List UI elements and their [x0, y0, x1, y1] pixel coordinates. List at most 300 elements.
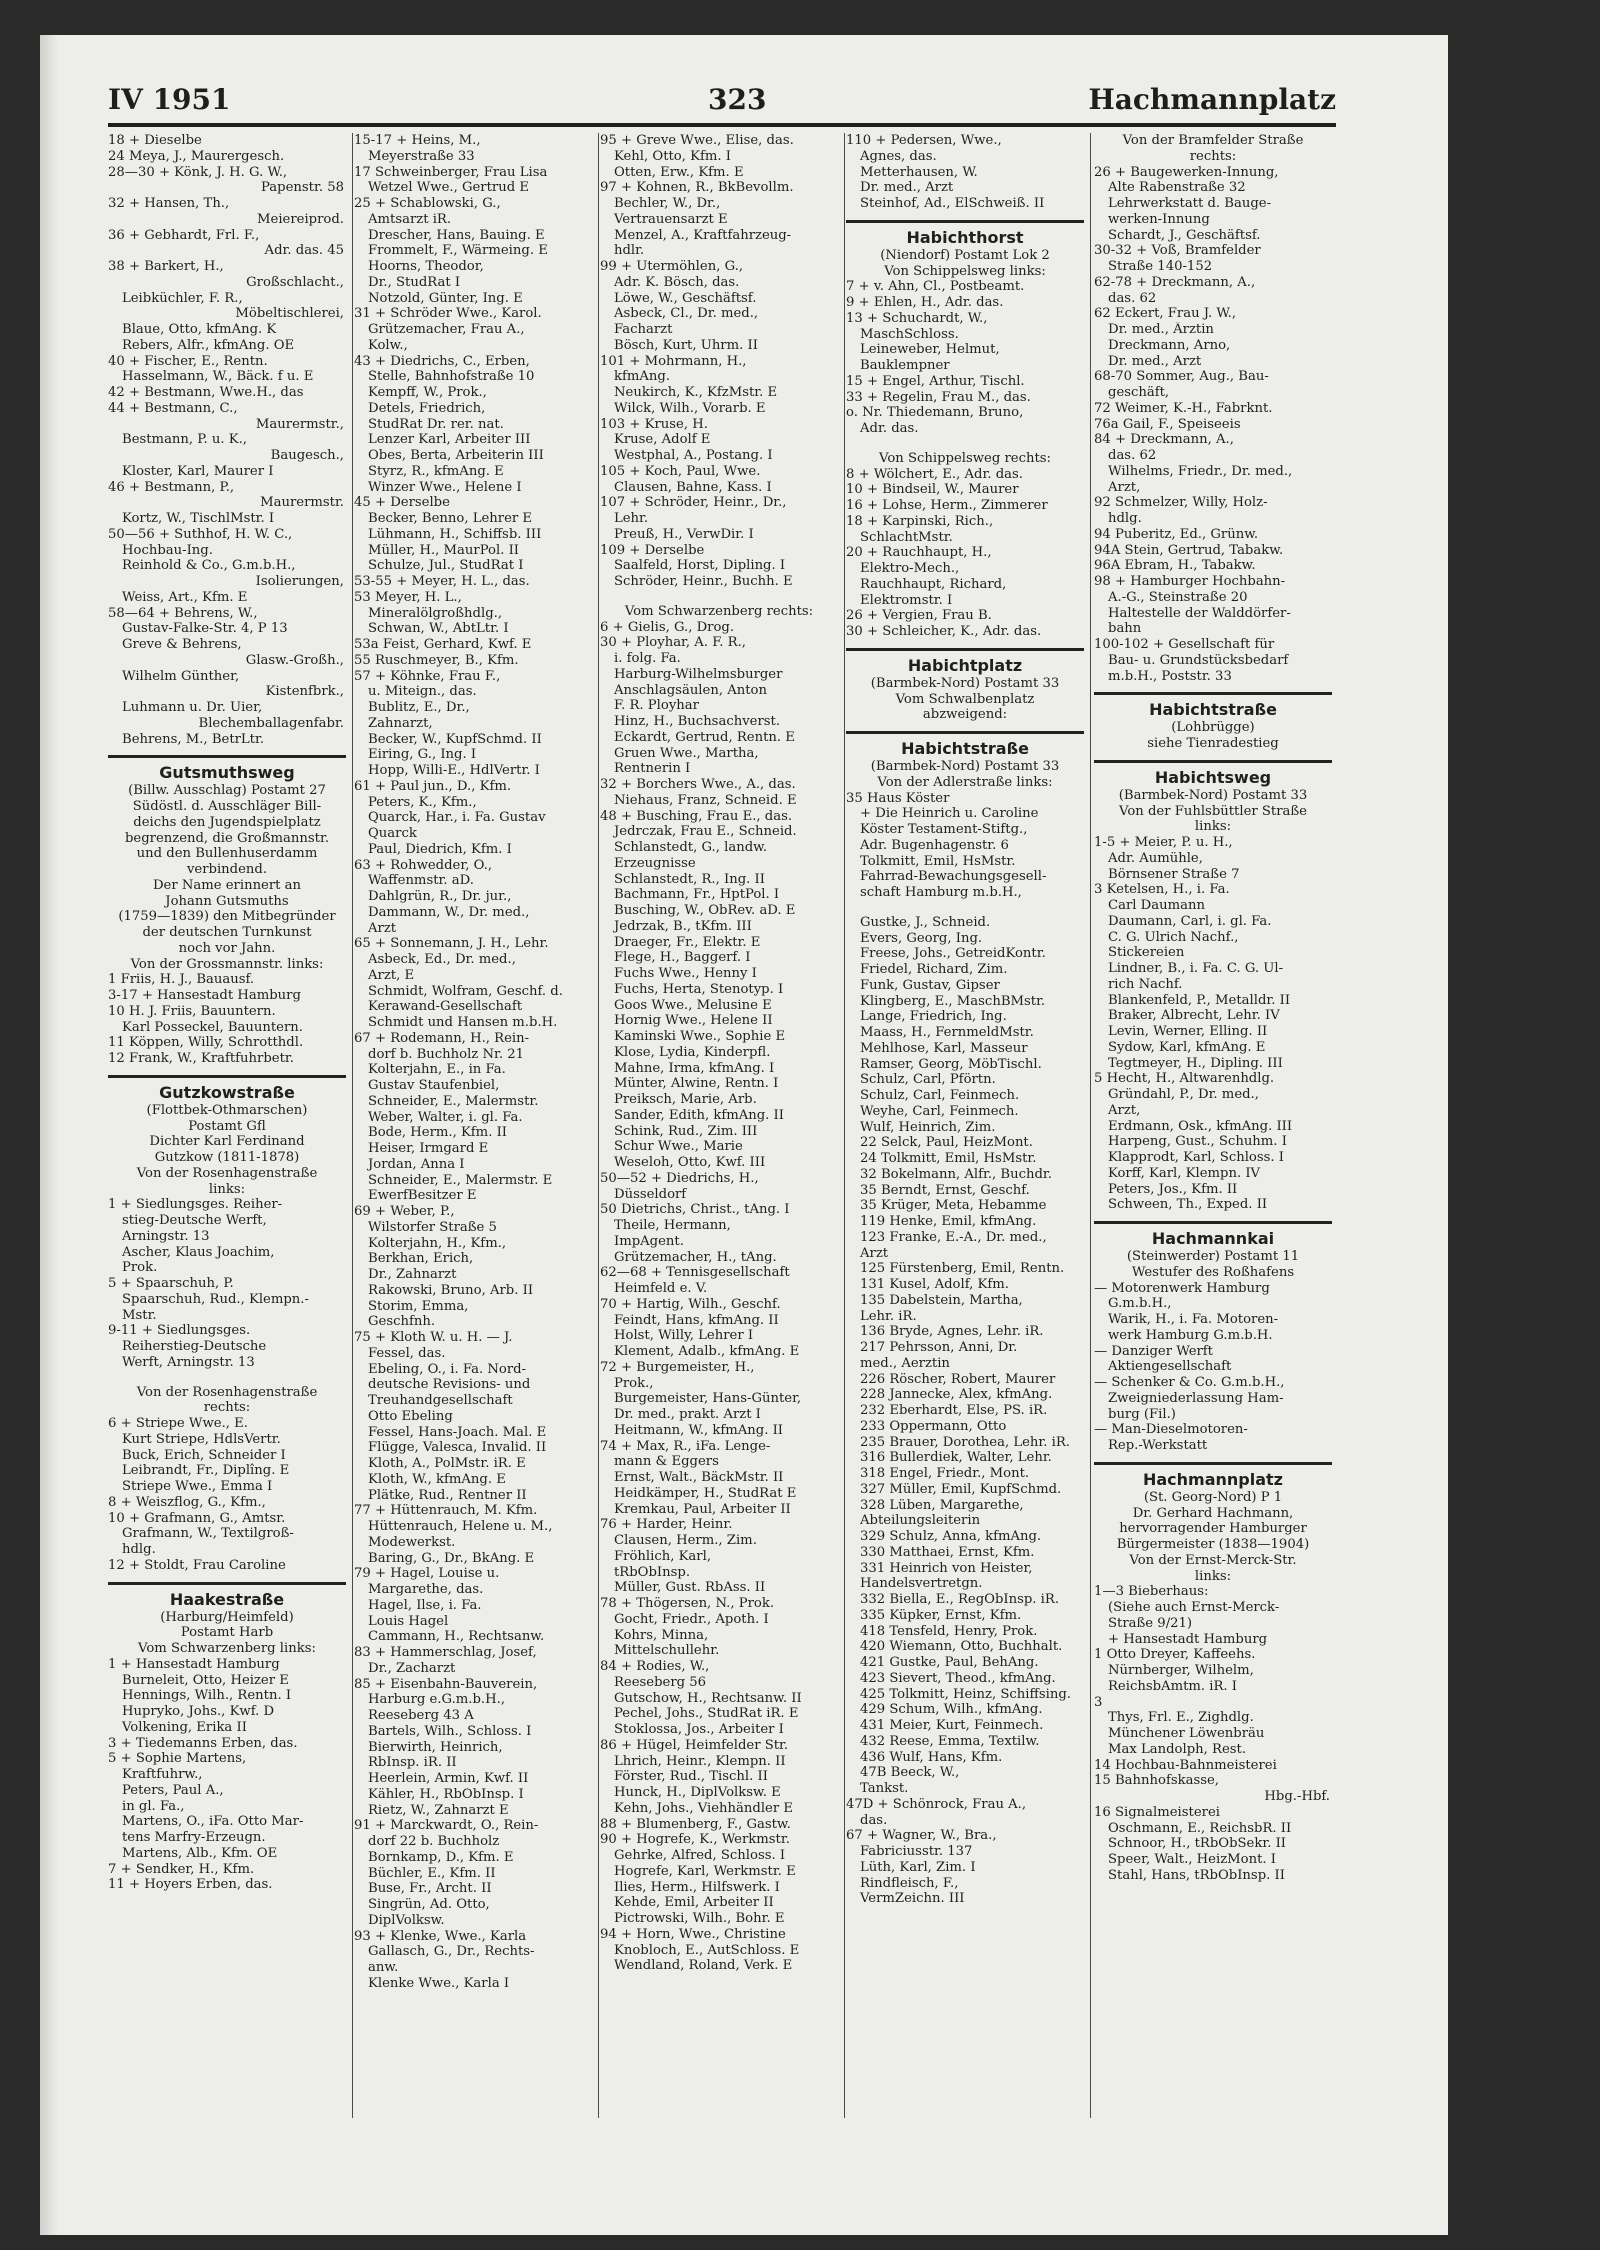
directory-entry: Klingberg, E., MaschBMstr.	[860, 993, 1046, 1009]
directory-entry: Dahlgrün, R., Dr. jur.,	[368, 889, 512, 904]
directory-entry: Stelle, Bahnhofstraße 10	[368, 369, 535, 385]
column-divider	[1090, 133, 1091, 2118]
directory-entry: 16 + Lohse, Herm., Zimmerer	[846, 498, 1048, 513]
column-divider	[352, 133, 353, 2118]
directory-entry: 107 + Schröder, Heinr., Dr.,	[600, 495, 787, 511]
directory-entry: Funk, Gustav, Gipser	[860, 977, 1000, 993]
column-divider	[844, 133, 845, 2118]
directory-entry: 136 Bryde, Agnes, Lehr. iR.	[860, 1324, 1044, 1340]
directory-entry: 7 + Sendker, H., Kfm.	[108, 1861, 255, 1877]
directory-entry: 43 + Diedrichs, C., Erben,	[354, 353, 530, 369]
directory-entry: 68-70 Sommer, Aug., Bau-	[1094, 369, 1269, 385]
directory-entry: in gl. Fa.,	[122, 1798, 185, 1814]
directory-entry: Kraftfuhrw.,	[122, 1767, 203, 1782]
directory-entry: 57 + Köhnke, Frau F.,	[354, 668, 501, 684]
directory-entry: Prok.,	[614, 1375, 654, 1391]
directory-entry: tRbObInsp.	[614, 1564, 691, 1580]
directory-entry: 6 + Gielis, G., Drog.	[600, 619, 735, 635]
directory-entry: Gründahl, P., Dr. med.,	[1108, 1087, 1259, 1102]
directory-entry: Arzt,	[1108, 479, 1141, 495]
section-note: Postamt Harb	[180, 1625, 274, 1641]
directory-entry: Gehrke, Alfred, Schloss. I	[614, 1848, 786, 1863]
section-note: (Niendorf) Postamt Lok 2	[880, 247, 1050, 263]
directory-entry: i. folg. Fa.	[614, 651, 681, 666]
directory-entry: Hinz, H., Buchsachverst.	[614, 714, 781, 729]
directory-entry: 1 + Siedlungsges. Reiher-	[108, 1197, 283, 1213]
directory-entry: Lehr.	[614, 511, 649, 526]
directory-entry: 423 Sievert, Theod., kfmAng.	[860, 1670, 1056, 1686]
directory-entry: Adr. K. Bösch, das.	[614, 274, 740, 290]
directory-entry: 3	[1094, 1694, 1103, 1710]
directory-entry: 18 + Dieselbe	[108, 133, 202, 148]
directory-entry: Holst, Willy, Lehrer I	[614, 1328, 754, 1344]
directory-entry: 30-32 + Voß, Bramfelder	[1094, 243, 1261, 259]
directory-entry: Anschlagsäulen, Anton	[614, 682, 767, 698]
directory-entry: 53a Feist, Gerhard, Kwf. E	[354, 637, 532, 652]
directory-entry: Berkhan, Erich,	[368, 1251, 474, 1267]
directory-entry: Sydow, Karl, kfmAng. E	[1108, 1039, 1266, 1055]
section-note: siehe Tienradestieg	[1147, 736, 1279, 751]
directory-entry: Drescher, Hans, Bauing. E	[368, 227, 545, 243]
directory-entry: Reeseberg 43 A	[368, 1708, 474, 1723]
directory-entry: 20 + Rauchhaupt, H.,	[846, 545, 992, 561]
directory-entry: Bode, Herm., Kfm. II	[368, 1125, 507, 1141]
directory-entry: Styrz, R., kfmAng. E	[368, 463, 504, 479]
directory-entry: Schlanstedt, G., landw.	[614, 840, 768, 855]
directory-entry: Dr., Zahnarzt	[368, 1267, 457, 1282]
directory-entry: 88 + Blumenberg, F., Gastw.	[600, 1816, 791, 1832]
directory-entry: Martens, O., iFa. Otto Mar-	[122, 1814, 304, 1830]
directory-entry: Vertrauensarzt E	[614, 211, 728, 227]
directory-entry: dorf b. Buchholz Nr. 21	[368, 1046, 524, 1062]
directory-entry: 35 Berndt, Ernst, Geschf.	[860, 1182, 1030, 1198]
directory-entry: Peters, Paul A.,	[122, 1782, 224, 1798]
directory-entry: 135 Dabelstein, Martha,	[860, 1292, 1023, 1308]
directory-entry: Bestmann, P. u. K.,	[122, 432, 247, 448]
directory-entry: Ilies, Herm., Hilfswerk. I	[614, 1879, 780, 1895]
directory-entry: deutsche Revisions- und	[368, 1377, 531, 1393]
directory-entry: 318 Engel, Friedr., Mont.	[860, 1466, 1030, 1481]
directory-entry: Lindner, B., i. Fa. C. G. Ul-	[1108, 961, 1284, 976]
directory-entry: Straße 9/21)	[1108, 1615, 1193, 1631]
directory-entry: mann & Eggers	[614, 1454, 719, 1470]
directory-entry: Gustke, J., Schneid.	[860, 914, 991, 930]
directory-entry: Luhmann u. Dr. Uier,	[122, 700, 263, 715]
directory-entry: Freese, Johs., GetreidKontr.	[860, 946, 1046, 962]
directory-entry: Zweigniederlassung Ham-	[1108, 1390, 1284, 1406]
directory-entry: Waffenmstr. aD.	[368, 873, 474, 889]
directory-entry: Baring, G., Dr., BkAng. E	[368, 1550, 535, 1566]
directory-entry: 45 + Derselbe	[354, 495, 450, 511]
directory-entry: 42 + Bestmann, Wwe.H., das	[108, 385, 304, 400]
directory-entry: 425 Tolkmitt, Heinz, Schiffsing.	[860, 1686, 1071, 1702]
section-note: Von Schippelsweg rechts:	[879, 450, 1051, 466]
directory-entry: Treuhandgesellschaft	[368, 1393, 513, 1408]
directory-entry: Bornkamp, D., Kfm. E	[368, 1849, 514, 1865]
directory-entry: 232 Eberhardt, Else, PS. iR.	[860, 1403, 1048, 1418]
directory-entry: Burgemeister, Hans-Günter,	[614, 1391, 802, 1407]
directory-entry: MaschSchloss.	[860, 326, 959, 342]
directory-entry: 72 + Burgemeister, H.,	[600, 1359, 755, 1375]
directory-entry: Hogrefe, Karl, Werkmstr. E	[614, 1863, 796, 1879]
directory-entry: 32 + Hansen, Th.,	[108, 196, 230, 211]
directory-entry: Rindfleisch, F.,	[860, 1875, 959, 1891]
directory-entry: Kloth, A., PolMstr. iR. E	[368, 1456, 526, 1471]
directory-entry: burg (Fil.)	[1108, 1406, 1176, 1422]
directory-entry: 58—64 + Behrens, W.,	[108, 605, 258, 621]
directory-entry: o. Nr. Thiedemann, Bruno,	[846, 405, 1024, 421]
section-note: Von der Ernst-Merck-Str.	[1129, 1552, 1297, 1568]
directory-entry: 109 + Derselbe	[600, 542, 705, 558]
directory-entry: Fuchs Wwe., Henny I	[614, 966, 757, 981]
directory-entry: Gustav-Falke-Str. 4, P 13	[122, 621, 288, 637]
directory-entry: Glasw.-Großh.,	[245, 652, 344, 668]
directory-entry: Carl Daumann	[1108, 898, 1205, 913]
directory-entry: 15-17 + Heins, M.,	[354, 133, 481, 148]
directory-entry: Gustav Staufenbiel,	[368, 1078, 500, 1093]
directory-entry: Asbeck, Cl., Dr. med.,	[614, 306, 759, 322]
directory-entry: 62-78 + Dreckmann, A.,	[1094, 274, 1256, 290]
directory-entry: + Die Heinrich u. Caroline	[860, 806, 1039, 822]
directory-entry: Lhrich, Heinr., Klempn. II	[614, 1753, 786, 1769]
directory-entry: 3-17 + Hansestadt Hamburg	[108, 988, 301, 1003]
section-note: links:	[1194, 819, 1232, 835]
directory-entry: Kolterjahn, E., in Fa.	[368, 1062, 506, 1078]
directory-entry: Feindt, Hans, kfmAng. II	[614, 1312, 779, 1328]
directory-entry: Dr. med., Arzt	[860, 180, 954, 196]
directory-entry: Metterhausen, W.	[860, 164, 978, 180]
directory-entry: Weyhe, Carl, Feinmech.	[860, 1103, 1019, 1119]
directory-entry: Harburg-Wilhelmsburger	[614, 666, 783, 682]
directory-entry: Hupryko, Johs., Kwf. D	[122, 1704, 275, 1719]
directory-entry: 32 Bokelmann, Alfr., Buchdr.	[860, 1166, 1052, 1182]
directory-entry: 35 Haus Köster	[846, 790, 950, 806]
directory-column-3	[600, 133, 838, 2133]
section-note: Postamt Gfl	[188, 1118, 266, 1134]
directory-entry: Stickereien	[1108, 945, 1185, 961]
directory-entry: Müller, H., MaurPol. II	[368, 542, 520, 558]
directory-entry: Klenke Wwe., Karla I	[368, 1975, 510, 1991]
directory-entry: Plätke, Rud., Rentner II	[368, 1487, 527, 1503]
directory-entry: Nürnberger, Wilhelm,	[1108, 1663, 1254, 1678]
directory-entry: Kehn, Johs., Viehhändler E	[614, 1800, 793, 1816]
directory-entry: Dreckmann, Arno,	[1108, 337, 1231, 353]
section-note: begrenzend, die Großmannstr.	[124, 830, 330, 846]
directory-entry: Detels, Friedrich,	[368, 400, 486, 416]
directory-entry: 14 Hochbau-Bahnmeisterei	[1094, 1757, 1277, 1773]
directory-entry: 94 + Horn, Wwe., Christine	[600, 1926, 786, 1942]
directory-entry: Kaminski Wwe., Sophie E	[614, 1029, 786, 1044]
directory-entry: 12 Frank, W., Kraftfuhrbetr.	[108, 1051, 294, 1066]
directory-entry: Mittelschullehr.	[614, 1643, 720, 1659]
directory-entry: Handelsvertretgn.	[860, 1576, 983, 1592]
directory-entry: hdlr.	[614, 243, 645, 259]
section-note: noch vor Jahn.	[178, 940, 276, 956]
section-note: (Billw. Ausschlag) Postamt 27	[128, 783, 326, 799]
directory-entry: Neukirch, K., KfzMstr. E	[614, 385, 778, 400]
directory-entry: 331 Heinrich von Heister,	[860, 1560, 1033, 1576]
directory-entry: 131 Kusel, Adolf, Kfm.	[860, 1277, 1009, 1292]
directory-entry: 62—68 + Tennisgesellschaft	[600, 1265, 790, 1281]
directory-entry: 233 Oppermann, Otto	[860, 1418, 1007, 1434]
directory-entry: Storim, Emma,	[368, 1298, 469, 1314]
directory-entry: Facharzt	[614, 322, 673, 337]
directory-entry: Max Landolph, Rest.	[1108, 1741, 1247, 1757]
street-heading: Haakestraße	[108, 1582, 346, 1610]
street-heading: Gutzkowstraße	[108, 1075, 346, 1103]
directory-entry: — Man-Dieselmotoren-	[1094, 1422, 1248, 1438]
directory-entry: Gallasch, G., Dr., Rechts-	[368, 1944, 535, 1960]
directory-entry: Oschmann, E., ReichsbR. II	[1108, 1820, 1292, 1836]
directory-entry: Aktiengesellschaft	[1108, 1359, 1232, 1375]
directory-entry: 10 + Bindseil, W., Maurer	[846, 482, 1019, 498]
directory-entry: 26 + Vergien, Frau B.	[846, 608, 992, 624]
directory-entry: Bösch, Kurt, Uhrm. II	[614, 337, 758, 353]
directory-entry: 35 Krüger, Meta, Hebamme	[860, 1198, 1047, 1214]
section-note: Von der Fuhlsbüttler Straße	[1119, 803, 1307, 819]
directory-entry: 40 + Fischer, E., Rentn.	[108, 353, 268, 369]
directory-entry: 25 + Schablowski, G.,	[354, 196, 501, 211]
directory-entry: 1 + Hansestadt Hamburg	[108, 1656, 280, 1672]
directory-entry: — Motorenwerk Hamburg	[1094, 1280, 1270, 1296]
directory-entry: 84 + Dreckmann, A.,	[1094, 432, 1234, 448]
section-note: Südöstl. d. Ausschläger Bill-	[132, 799, 322, 814]
directory-entry: Jedrzak, B., tKfm. III	[614, 918, 752, 934]
directory-entry: Heitmann, W., kfmAng. II	[614, 1422, 784, 1438]
directory-entry: Zahnarzt,	[368, 715, 433, 731]
directory-entry: Arzt, E	[368, 967, 415, 983]
directory-entry: 7 + v. Ahn, Cl., Postbeamt.	[846, 279, 1025, 295]
street-heading: Habichthorst	[846, 220, 1084, 248]
directory-entry: Erdmann, Osk., kfmAng. III	[1108, 1118, 1293, 1134]
directory-entry: Buck, Erich, Schneider I	[122, 1447, 286, 1463]
directory-entry: EwerfBesitzer E	[368, 1188, 477, 1204]
directory-entry: Lüth, Karl, Zim. I	[860, 1859, 976, 1875]
directory-entry: Warik, H., i. Fa. Motoren-	[1108, 1312, 1279, 1327]
directory-entry: Daumann, Carl, i. gl. Fa.	[1108, 913, 1272, 929]
directory-entry: 6 + Striepe Wwe., E.	[108, 1416, 248, 1431]
directory-entry: 33 + Regelin, Frau M., das.	[846, 389, 1031, 405]
directory-entry: Erzeugnisse	[614, 855, 696, 871]
directory-entry: 48 + Busching, Frau E., das.	[600, 808, 793, 824]
spacer	[108, 1371, 346, 1385]
directory-entry: C. G. Ulrich Nachf.,	[1108, 929, 1239, 945]
directory-entry: Wilhelms, Friedr., Dr. med.,	[1108, 463, 1293, 479]
directory-entry: das. 62	[1108, 290, 1157, 306]
directory-entry: 18 + Karpinski, Rich.,	[846, 513, 994, 529]
directory-entry: Hagel, Ilse, i. Fa.	[368, 1597, 482, 1613]
directory-entry: A.-G., Steinstraße 20	[1108, 589, 1248, 605]
directory-entry: Stahl, Hans, tRbObInsp. II	[1108, 1867, 1285, 1883]
directory-entry: 96A Ebram, H., Tabakw.	[1094, 558, 1256, 574]
directory-entry: 22 Selck, Paul, HeizMont.	[860, 1135, 1033, 1151]
directory-entry: Peters, K., Kfm.,	[368, 794, 477, 810]
directory-entry: Kolw.,	[368, 337, 408, 353]
directory-entry: 91 + Marckwardt, O., Rein-	[354, 1818, 539, 1834]
section-note: (Steinwerder) Postamt 11	[1126, 1249, 1300, 1264]
directory-entry: Klement, Adalb., kfmAng. E	[614, 1344, 800, 1359]
directory-entry: Kortz, W., TischlMstr. I	[122, 511, 275, 526]
directory-entry: 335 Küpker, Ernst, Kfm.	[860, 1607, 1022, 1623]
directory-entry: Friedel, Richard, Zim.	[860, 962, 1008, 977]
directory-entry: Margarethe, das.	[368, 1582, 484, 1597]
directory-entry: Stoklossa, Jos., Arbeiter I	[614, 1722, 784, 1737]
directory-entry: Bau- u. Grundstücksbedarf	[1108, 652, 1289, 668]
directory-entry: Maurermstr.,	[255, 416, 344, 432]
street-heading: Hachmannplatz	[1094, 1462, 1332, 1490]
directory-entry: Saalfeld, Horst, Dipling. I	[614, 558, 786, 574]
directory-entry: Förster, Rud., Tischl. II	[614, 1769, 768, 1785]
directory-entry: 9 + Ehlen, H., Adr. das.	[846, 295, 1004, 310]
directory-entry: Menzel, A., Kraftfahrzeug-	[614, 227, 792, 243]
directory-entry: Rietz, W., Zahnarzt E	[368, 1802, 509, 1818]
directory-entry: Adr. das. 45	[264, 243, 344, 259]
directory-entry: 67 + Rodemann, H., Rein-	[354, 1030, 530, 1046]
directory-entry: Gocht, Friedr., Apoth. I	[614, 1611, 769, 1627]
directory-entry: Frommelt, F., Wärmeing. E	[368, 243, 548, 259]
directory-entry: 79 + Hagel, Louise u.	[354, 1566, 500, 1582]
directory-entry: Arzt,	[1108, 1102, 1141, 1118]
directory-entry: 47D + Schönrock, Frau A.,	[846, 1796, 1027, 1812]
directory-entry: StudRat Dr. rer. nat.	[368, 416, 504, 432]
section-note: Der Name erinnert an	[152, 877, 302, 893]
directory-entry: Flege, H., Baggerf. I	[614, 950, 751, 966]
directory-entry: Maass, H., FernmeldMstr.	[860, 1025, 1034, 1040]
section-note: hervorragender Hamburger	[1119, 1521, 1307, 1537]
directory-entry: 10 + Grafmann, G., Amtsr.	[108, 1510, 286, 1526]
directory-entry: anw.	[368, 1960, 399, 1975]
directory-entry: Eiring, G., Ing. I	[368, 747, 477, 763]
section-note: der deutschen Turnkunst	[142, 925, 312, 940]
directory-entry: 125 Fürstenberg, Emil, Rentn.	[860, 1261, 1065, 1277]
spacer	[846, 901, 1084, 915]
directory-entry: Gruen Wwe., Martha,	[614, 745, 759, 761]
directory-entry: Wulf, Heinrich, Zim.	[860, 1119, 996, 1135]
directory-entry: 97 + Kohnen, R., BkBevollm.	[600, 180, 794, 196]
street-heading: Habichtsweg	[1094, 760, 1332, 788]
directory-entry: Elektro-Mech.,	[860, 561, 960, 576]
section-note: abzweigend:	[922, 707, 1008, 723]
directory-entry: 15 Bahnhofskasse,	[1094, 1773, 1219, 1789]
directory-entry: kfmAng.	[614, 369, 671, 385]
directory-entry: bahn	[1108, 621, 1142, 637]
directory-entry: Jordan, Anna I	[368, 1156, 465, 1172]
directory-entry: Karl Posseckel, Bauuntern.	[122, 1019, 303, 1035]
directory-entry: 65 + Sonnemann, J. H., Lehr.	[354, 936, 549, 952]
section-note: Gutzkow (1811-1878)	[154, 1150, 300, 1165]
directory-entry: Dammann, W., Dr. med.,	[368, 904, 530, 920]
directory-entry: Schulze, Jul., StudRat I	[368, 558, 524, 574]
section-note: (Barmbek-Nord) Postamt 33	[870, 759, 1060, 774]
directory-entry: 1 Friis, H. J., Bauausf.	[108, 972, 255, 988]
directory-entry: Obes, Berta, Arbeiterin III	[368, 448, 544, 463]
directory-entry: Heimfeld e. V.	[614, 1281, 708, 1296]
directory-entry: Büchler, E., Kfm. II	[368, 1865, 496, 1881]
directory-entry: Wilck, Wilh., Vorarb. E	[614, 400, 766, 416]
directory-entry: Tegtmeyer, H., Dipling. III	[1108, 1055, 1283, 1071]
directory-entry: + Hansestadt Hamburg	[1108, 1631, 1268, 1647]
directory-entry: Pechel, Johs., StudRat iR. E	[614, 1706, 799, 1722]
directory-entry: 235 Brauer, Dorothea, Lehr. iR.	[860, 1434, 1070, 1450]
directory-entry: Niehaus, Franz, Schneid. E	[614, 792, 797, 808]
directory-entry: 50—52 + Diedrichs, H.,	[600, 1170, 759, 1186]
directory-entry: Martens, Alb., Kfm. OE	[122, 1845, 278, 1861]
directory-entry: Großschlacht.,	[246, 274, 344, 290]
directory-entry: 119 Henke, Emil, kfmAng.	[860, 1214, 1037, 1229]
directory-entry: Hüttenrauch, Helene u. M.,	[368, 1519, 553, 1534]
directory-entry: Steinhof, Ad., ElSchweiß. II	[860, 196, 1045, 211]
directory-entry: Blaue, Otto, kfmAng. K	[122, 322, 277, 337]
directory-entry: 1—3 Bieberhaus:	[1094, 1584, 1209, 1600]
directory-entry: ReichsbAmtm. iR. I	[1108, 1678, 1237, 1694]
directory-entry: Fahrrad-Bewachungsgesell-	[860, 869, 1047, 885]
directory-entry: Agnes, das.	[860, 148, 937, 164]
directory-entry: Wendland, Roland, Verk. E	[614, 1958, 793, 1974]
directory-entry: Arningstr. 13	[122, 1228, 210, 1244]
directory-entry: 99 + Utermöhlen, G.,	[600, 259, 744, 274]
directory-entry: Heiser, Irmgard E	[368, 1141, 489, 1156]
directory-entry: Ernst, Walt., BäckMstr. II	[614, 1470, 784, 1485]
directory-entry: Rep.-Werkstatt	[1108, 1438, 1208, 1453]
directory-entry: Kloth, W., kfmAng. E	[368, 1471, 506, 1487]
directory-entry: Amtsarzt iR.	[368, 211, 452, 227]
directory-entry: Schnoor, H., tRbObSekr. II	[1108, 1836, 1287, 1852]
section-note: Vom Schwalbenplatz	[895, 691, 1035, 707]
directory-entry: Baugesch.,	[270, 448, 344, 463]
directory-entry: 100-102 + Gesellschaft für	[1094, 637, 1275, 652]
directory-entry: Singrün, Ad. Otto,	[368, 1897, 490, 1912]
section-note: (Barmbek-Nord) Postamt 33	[870, 675, 1060, 691]
directory-entry: RbInsp. iR. II	[368, 1755, 457, 1771]
directory-entry: Wetzel Wwe., Gertrud E	[368, 180, 529, 196]
directory-entry: Kistenfbrk.,	[265, 684, 344, 700]
directory-entry: 1-5 + Meier, P. u. H.,	[1094, 835, 1233, 850]
directory-entry: 98 + Hamburger Hochbahn-	[1094, 574, 1286, 589]
directory-entry: 36 + Gebhardt, Frl. F.,	[108, 227, 260, 243]
directory-entry: 226 Röscher, Robert, Maurer	[860, 1371, 1056, 1387]
directory-entry: schaft Hamburg m.b.H.,	[860, 885, 1022, 900]
directory-entry: u. Miteign., das.	[368, 684, 477, 700]
directory-entry: Blechemballagenfabr.	[198, 715, 344, 731]
directory-entry: 95 + Greve Wwe., Elise, das.	[600, 133, 794, 148]
directory-entry: Quarck, Har., i. Fa. Gustav	[368, 810, 546, 826]
directory-entry: Kähler, H., RbObInsp. I	[368, 1786, 524, 1802]
directory-entry: Adr. Bugenhagenstr. 6	[860, 837, 1009, 853]
directory-entry: Ramser, Georg, MöbTischl.	[860, 1056, 1042, 1072]
directory-entry: Rentnerin I	[614, 761, 691, 777]
directory-entry: Klose, Lydia, Kinderpfl.	[614, 1044, 771, 1060]
directory-entry: Quarck	[368, 826, 417, 841]
directory-entry: Winzer Wwe., Helene I	[368, 479, 522, 495]
directory-entry: Dr., StudRat I	[368, 274, 461, 290]
directory-entry: 436 Wulf, Hans, Kfm.	[860, 1749, 1003, 1765]
directory-entry: 70 + Hartig, Wilh., Geschf.	[600, 1296, 781, 1312]
directory-entry: Korff, Karl, Klempn. IV	[1108, 1165, 1261, 1181]
directory-entry: Maurermstr.	[260, 495, 344, 511]
header-page-number: 323	[708, 83, 767, 116]
directory-entry: Müller, Gust. RbAss. II	[614, 1580, 766, 1596]
directory-entry: Draeger, Fr., Elektr. E	[614, 934, 761, 950]
directory-entry: 76 + Harder, Heinr.	[600, 1517, 733, 1533]
directory-entry: Börnsener Straße 7	[1108, 866, 1240, 882]
directory-entry: 3 Ketelsen, H., i. Fa.	[1094, 882, 1230, 898]
directory-entry: Leibküchler, F. R.,	[122, 290, 243, 306]
directory-entry: 84 + Rodies, W.,	[600, 1659, 710, 1674]
directory-entry: 50 Dietrichs, Christ., tAng. I	[600, 1202, 790, 1218]
directory-entry: Schneider, E., Malermstr. E	[368, 1172, 553, 1188]
directory-entry: 10 H. J. Friis, Bauuntern.	[108, 1003, 276, 1019]
directory-entry: Wilstorfer Straße 5	[368, 1219, 497, 1235]
